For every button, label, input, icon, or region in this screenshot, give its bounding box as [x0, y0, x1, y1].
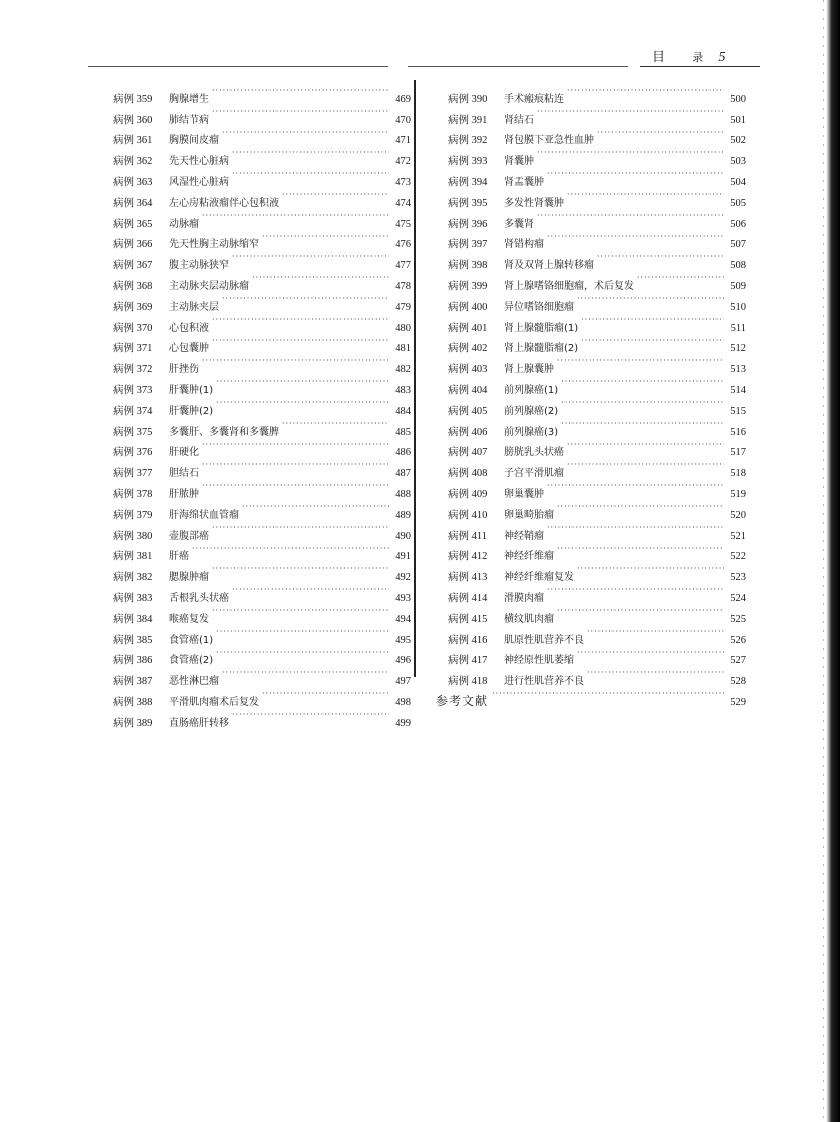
page-ref: 504 [730, 176, 746, 188]
page-number: 5 [718, 50, 727, 65]
case-number: 病例 364 [113, 197, 153, 209]
toc-entry[interactable] [113, 81, 411, 105]
case-number: 病例 408 [448, 468, 488, 480]
case-number: 病例 393 [448, 156, 488, 168]
page-ref: 489 [395, 509, 411, 521]
case-number: 病例 398 [448, 260, 488, 272]
entry-title: 食管癌(1) [169, 634, 214, 646]
entry-title: 平滑肌肉瘤术后复发 [169, 696, 259, 708]
case-number: 病例 392 [448, 135, 488, 147]
page-ref: 499 [395, 717, 411, 729]
dot-leader [232, 164, 389, 185]
page-ref: 490 [395, 530, 411, 542]
entry-title: 风湿性心脏病 [169, 176, 229, 188]
page-ref: 488 [395, 488, 411, 500]
entry-title: 胸腺增生 [169, 93, 209, 105]
page-ref: 518 [730, 468, 746, 480]
case-number: 病例 360 [113, 114, 153, 126]
page-ref: 529 [730, 696, 746, 708]
page-ref: 493 [395, 592, 411, 604]
case-number: 病例 388 [113, 696, 153, 708]
case-number: 病例 391 [448, 114, 488, 126]
entry-title: 多发性肾囊肿 [504, 197, 564, 209]
dot-leader [202, 351, 389, 372]
entry-title: 主动脉夹层动脉瘤 [169, 280, 249, 292]
case-number: 病例 383 [113, 592, 153, 604]
entry-title: 神经鞘瘤 [504, 530, 544, 542]
case-number: 病例 397 [448, 239, 488, 251]
case-number: 病例 416 [448, 634, 488, 646]
entry-title: 肾上腺囊肿 [504, 364, 554, 376]
page-ref: 525 [730, 613, 746, 625]
dot-leader [547, 518, 724, 539]
entry-title: 神经纤维瘤 [504, 551, 554, 563]
page-ref: 491 [395, 551, 411, 563]
case-number: 病例 395 [448, 197, 488, 209]
dot-leader [537, 143, 724, 164]
page-ref: 508 [730, 260, 746, 272]
case-number: 病例 367 [113, 260, 153, 272]
dot-leader [587, 622, 724, 643]
case-number: 病例 359 [113, 93, 153, 105]
entry-title: 壶腹部癌 [169, 530, 209, 542]
dot-leader [232, 143, 389, 164]
page-ref: 511 [730, 322, 746, 334]
dot-leader [567, 185, 724, 206]
entry-title: 滑膜肉瘤 [504, 592, 544, 604]
dot-leader [262, 227, 389, 248]
page-ref: 470 [395, 114, 411, 126]
entry-title: 心包积液 [169, 322, 209, 334]
dot-leader [537, 206, 724, 227]
toc-left-column [113, 81, 411, 729]
page-ref: 528 [730, 676, 746, 688]
case-number: 病例 382 [113, 572, 153, 584]
dot-leader [212, 518, 389, 539]
entry-title: 肾上腺髓脂瘤(2) [504, 343, 579, 355]
entry-title: 腮腺肿瘤 [169, 572, 209, 584]
page-ref: 482 [395, 364, 411, 376]
page-ref: 517 [730, 447, 746, 459]
case-number: 病例 381 [113, 551, 153, 563]
page-ref: 526 [730, 634, 746, 646]
toc-right-column [436, 81, 746, 708]
case-number: 病例 389 [113, 717, 153, 729]
case-number: 病例 407 [448, 447, 488, 459]
case-number: 病例 361 [113, 135, 153, 147]
dot-leader [202, 206, 389, 227]
page-ref: 497 [395, 676, 411, 688]
case-number: 病例 418 [448, 676, 488, 688]
entry-title: 肾错构瘤 [504, 239, 544, 251]
entry-title: 肝挫伤 [169, 364, 199, 376]
case-number: 病例 401 [448, 322, 488, 334]
page-ref: 506 [730, 218, 746, 230]
page-ref: 520 [730, 509, 746, 521]
dot-leader [577, 289, 724, 310]
dot-leader [222, 663, 389, 684]
page-ref: 474 [395, 197, 411, 209]
case-number: 病例 374 [113, 405, 153, 417]
entry-title: 肾囊肿 [504, 156, 534, 168]
dot-leader [577, 559, 724, 580]
case-number: 病例 375 [113, 426, 153, 438]
dot-leader [232, 580, 389, 601]
case-number: 病例 371 [113, 343, 153, 355]
page-ref: 527 [730, 655, 746, 667]
entry-title: 动脉瘤 [169, 218, 199, 230]
entry-title: 左心房粘液瘤伴心包积液 [169, 197, 279, 209]
page-ref: 479 [395, 301, 411, 313]
page-ref: 480 [395, 322, 411, 334]
entry-title: 腹主动脉狭窄 [169, 260, 229, 272]
case-number: 病例 413 [448, 572, 488, 584]
page-ref: 492 [395, 572, 411, 584]
dot-leader [587, 663, 724, 684]
page-ref: 509 [730, 280, 746, 292]
page-ref: 513 [730, 364, 746, 376]
page-ref: 500 [730, 93, 746, 105]
dot-leader [222, 123, 389, 144]
dot-leader [597, 123, 724, 144]
case-number: 病例 384 [113, 613, 153, 625]
case-number: 病例 402 [448, 343, 488, 355]
dot-leader [557, 351, 724, 372]
page-ref: 472 [395, 156, 411, 168]
entry-title: 手术瘢痕粘连 [504, 93, 564, 105]
entry-title: 主动脉夹层 [169, 301, 219, 313]
dot-leader [282, 414, 389, 435]
page-ref: 498 [395, 696, 411, 708]
scan-edge-shadow [826, 0, 840, 1122]
case-number: 病例 394 [448, 176, 488, 188]
page-ref: 521 [730, 530, 746, 542]
dot-leader [212, 559, 389, 580]
case-number: 病例 404 [448, 384, 488, 396]
entry-title: 先天性心脏病 [169, 156, 229, 168]
case-number: 病例 410 [448, 509, 488, 521]
entry-title: 肌原性肌营养不良 [504, 634, 584, 646]
page-ref: 510 [730, 301, 746, 313]
entry-title: 神经纤维瘤复发 [504, 572, 574, 584]
entry-title: 肾结石 [504, 114, 534, 126]
case-number: 病例 385 [113, 634, 153, 646]
page-ref: 524 [730, 592, 746, 604]
dot-leader [581, 310, 724, 331]
dot-leader [282, 185, 389, 206]
entry-title: 肝囊肿(1) [169, 384, 214, 396]
dot-leader [537, 102, 724, 123]
dot-leader [192, 539, 389, 560]
page-ref: 512 [730, 343, 746, 355]
page-ref: 483 [395, 384, 411, 396]
entry-title: 肝囊肿(2) [169, 405, 214, 417]
entry-title: 神经原性肌萎缩 [504, 655, 574, 667]
entry-title: 食管癌(2) [169, 655, 214, 667]
page-ref: 523 [730, 572, 746, 584]
dot-leader [557, 497, 724, 518]
entry-title: 膀胱乳头状癌 [504, 447, 564, 459]
entry-title: 直肠癌肝转移 [169, 717, 229, 729]
dot-leader [567, 435, 724, 456]
case-number: 病例 417 [448, 655, 488, 667]
entry-title: 恶性淋巴瘤 [169, 676, 219, 688]
dot-leader [216, 393, 389, 414]
entry-title: 肾上腺髓脂瘤(1) [504, 322, 579, 334]
entry-title: 肺结节病 [169, 114, 209, 126]
case-number: 病例 386 [113, 655, 153, 667]
page-ref: 477 [395, 260, 411, 272]
dot-leader [212, 81, 389, 102]
entry-title: 前列腺癌(1) [504, 384, 559, 396]
case-number: 病例 387 [113, 676, 153, 688]
dot-leader [242, 497, 389, 518]
case-number: 病例 412 [448, 551, 488, 563]
dot-leader [561, 372, 724, 393]
case-number: 病例 372 [113, 364, 153, 376]
header-rule-left [88, 66, 628, 67]
page-ref: 505 [730, 197, 746, 209]
dot-leader [581, 331, 724, 352]
page-ref: 496 [395, 655, 411, 667]
page-ref: 487 [395, 468, 411, 480]
dot-leader [547, 476, 724, 497]
header-rule-right [640, 66, 760, 67]
case-number: 病例 380 [113, 530, 153, 542]
case-number: 病例 378 [113, 488, 153, 500]
page-ref: 484 [395, 405, 411, 417]
entry-title: 异位嗜铬细胞瘤 [504, 301, 574, 313]
case-number: 病例 362 [113, 156, 153, 168]
page-ref: 486 [395, 447, 411, 459]
page-ref: 503 [730, 156, 746, 168]
toc-entry[interactable] [448, 81, 746, 105]
dot-leader [212, 601, 389, 622]
case-number: 病例 409 [448, 488, 488, 500]
entry-title: 卵巢畸胎瘤 [504, 509, 554, 521]
dot-leader [637, 268, 724, 289]
page-ref: 476 [395, 239, 411, 251]
case-number: 病例 405 [448, 405, 488, 417]
case-number: 病例 369 [113, 301, 153, 313]
dot-leader [557, 601, 724, 622]
entry-title: 肝癌 [169, 551, 189, 563]
case-number: 病例 379 [113, 509, 153, 521]
entry-title: 多囊肝、多囊肾和多囊脾 [169, 426, 279, 438]
entry-title: 胆结石 [169, 468, 199, 480]
page-ref: 516 [730, 426, 746, 438]
entry-title: 肾包膜下亚急性血肿 [504, 135, 594, 147]
entry-title: 心包囊肿 [169, 343, 209, 355]
dot-leader [212, 310, 389, 331]
scan-artifact-dots [823, 0, 824, 1122]
case-number: 病例 390 [448, 93, 488, 105]
page-ref: 515 [730, 405, 746, 417]
running-head-section2: 录 [692, 52, 705, 64]
case-number: 病例 403 [448, 364, 488, 376]
case-number: 病例 411 [448, 530, 487, 542]
running-head-section: 目 [652, 49, 667, 64]
page-ref: 469 [395, 93, 411, 105]
dot-leader [216, 622, 389, 643]
page-ref: 519 [730, 488, 746, 500]
entry-title: 子宫平滑肌瘤 [504, 468, 564, 480]
dot-leader [561, 414, 724, 435]
dot-leader [216, 643, 389, 664]
dot-leader [232, 705, 389, 726]
dot-leader [547, 164, 724, 185]
case-number: 病例 368 [113, 280, 153, 292]
entry-title: 舌根乳头状癌 [169, 592, 229, 604]
case-number: 病例 396 [448, 218, 488, 230]
dot-leader [547, 580, 724, 601]
case-number: 病例 366 [113, 239, 153, 251]
page-ref: 522 [730, 551, 746, 563]
entry-title: 肾上腺嗜铬细胞瘤，术后复发 [504, 280, 634, 292]
case-number: 病例 377 [113, 468, 153, 480]
case-number: 病例 365 [113, 218, 153, 230]
dot-leader [492, 684, 724, 705]
page-ref: 501 [730, 114, 746, 126]
dot-leader [567, 455, 724, 476]
case-number: 病例 415 [448, 613, 488, 625]
column-divider [414, 80, 416, 677]
entry-title: 肾盂囊肿 [504, 176, 544, 188]
case-number: 病例 373 [113, 384, 153, 396]
entry-title: 喉癌复发 [169, 613, 209, 625]
dot-leader [597, 247, 724, 268]
dot-leader [232, 247, 389, 268]
entry-title: 前列腺癌(3) [504, 426, 559, 438]
page-ref: 481 [395, 343, 411, 355]
page-ref: 495 [395, 634, 411, 646]
entry-title: 肾及双肾上腺转移瘤 [504, 260, 594, 272]
entry-title: 进行性肌营养不良 [504, 676, 584, 688]
dot-leader [547, 227, 724, 248]
dot-leader [252, 268, 389, 289]
dot-leader [216, 372, 389, 393]
case-number: 病例 399 [448, 280, 488, 292]
entry-title: 横纹肌肉瘤 [504, 613, 554, 625]
entry-title: 肝硬化 [169, 447, 199, 459]
entry-title: 胸膜间皮瘤 [169, 135, 219, 147]
case-number: 病例 414 [448, 592, 488, 604]
dot-leader [212, 331, 389, 352]
case-number: 病例 370 [113, 322, 153, 334]
page-ref: 478 [395, 280, 411, 292]
entry-title: 肝海绵状血管瘤 [169, 509, 239, 521]
dot-leader [202, 435, 389, 456]
dot-leader [202, 455, 389, 476]
dot-leader [262, 684, 389, 705]
dot-leader [557, 539, 724, 560]
running-head [652, 46, 727, 66]
entry-title: 先天性胸主动脉缩窄 [169, 239, 259, 251]
case-number: 病例 376 [113, 447, 153, 459]
page-ref: 473 [395, 176, 411, 188]
case-number: 病例 400 [448, 301, 488, 313]
dot-leader [212, 102, 389, 123]
page-ref: 475 [395, 218, 411, 230]
entry-title: 肝脓肿 [169, 488, 199, 500]
dot-leader [222, 289, 389, 310]
page-ref: 494 [395, 613, 411, 625]
page-ref: 471 [395, 135, 411, 147]
dot-leader [567, 81, 724, 102]
dot-leader [561, 393, 724, 414]
case-number: 病例 406 [448, 426, 488, 438]
case-number: 病例 363 [113, 176, 153, 188]
entry-title: 多囊肾 [504, 218, 534, 230]
page-ref: 514 [730, 384, 746, 396]
entry-title: 卵巢囊肿 [504, 488, 544, 500]
page-ref: 507 [730, 239, 746, 251]
page-ref: 502 [730, 135, 746, 147]
page-ref: 485 [395, 426, 411, 438]
dot-leader [202, 476, 389, 497]
entry-title: 前列腺癌(2) [504, 405, 559, 417]
dot-leader [577, 643, 724, 664]
references-title: 参考文献 [436, 693, 489, 708]
